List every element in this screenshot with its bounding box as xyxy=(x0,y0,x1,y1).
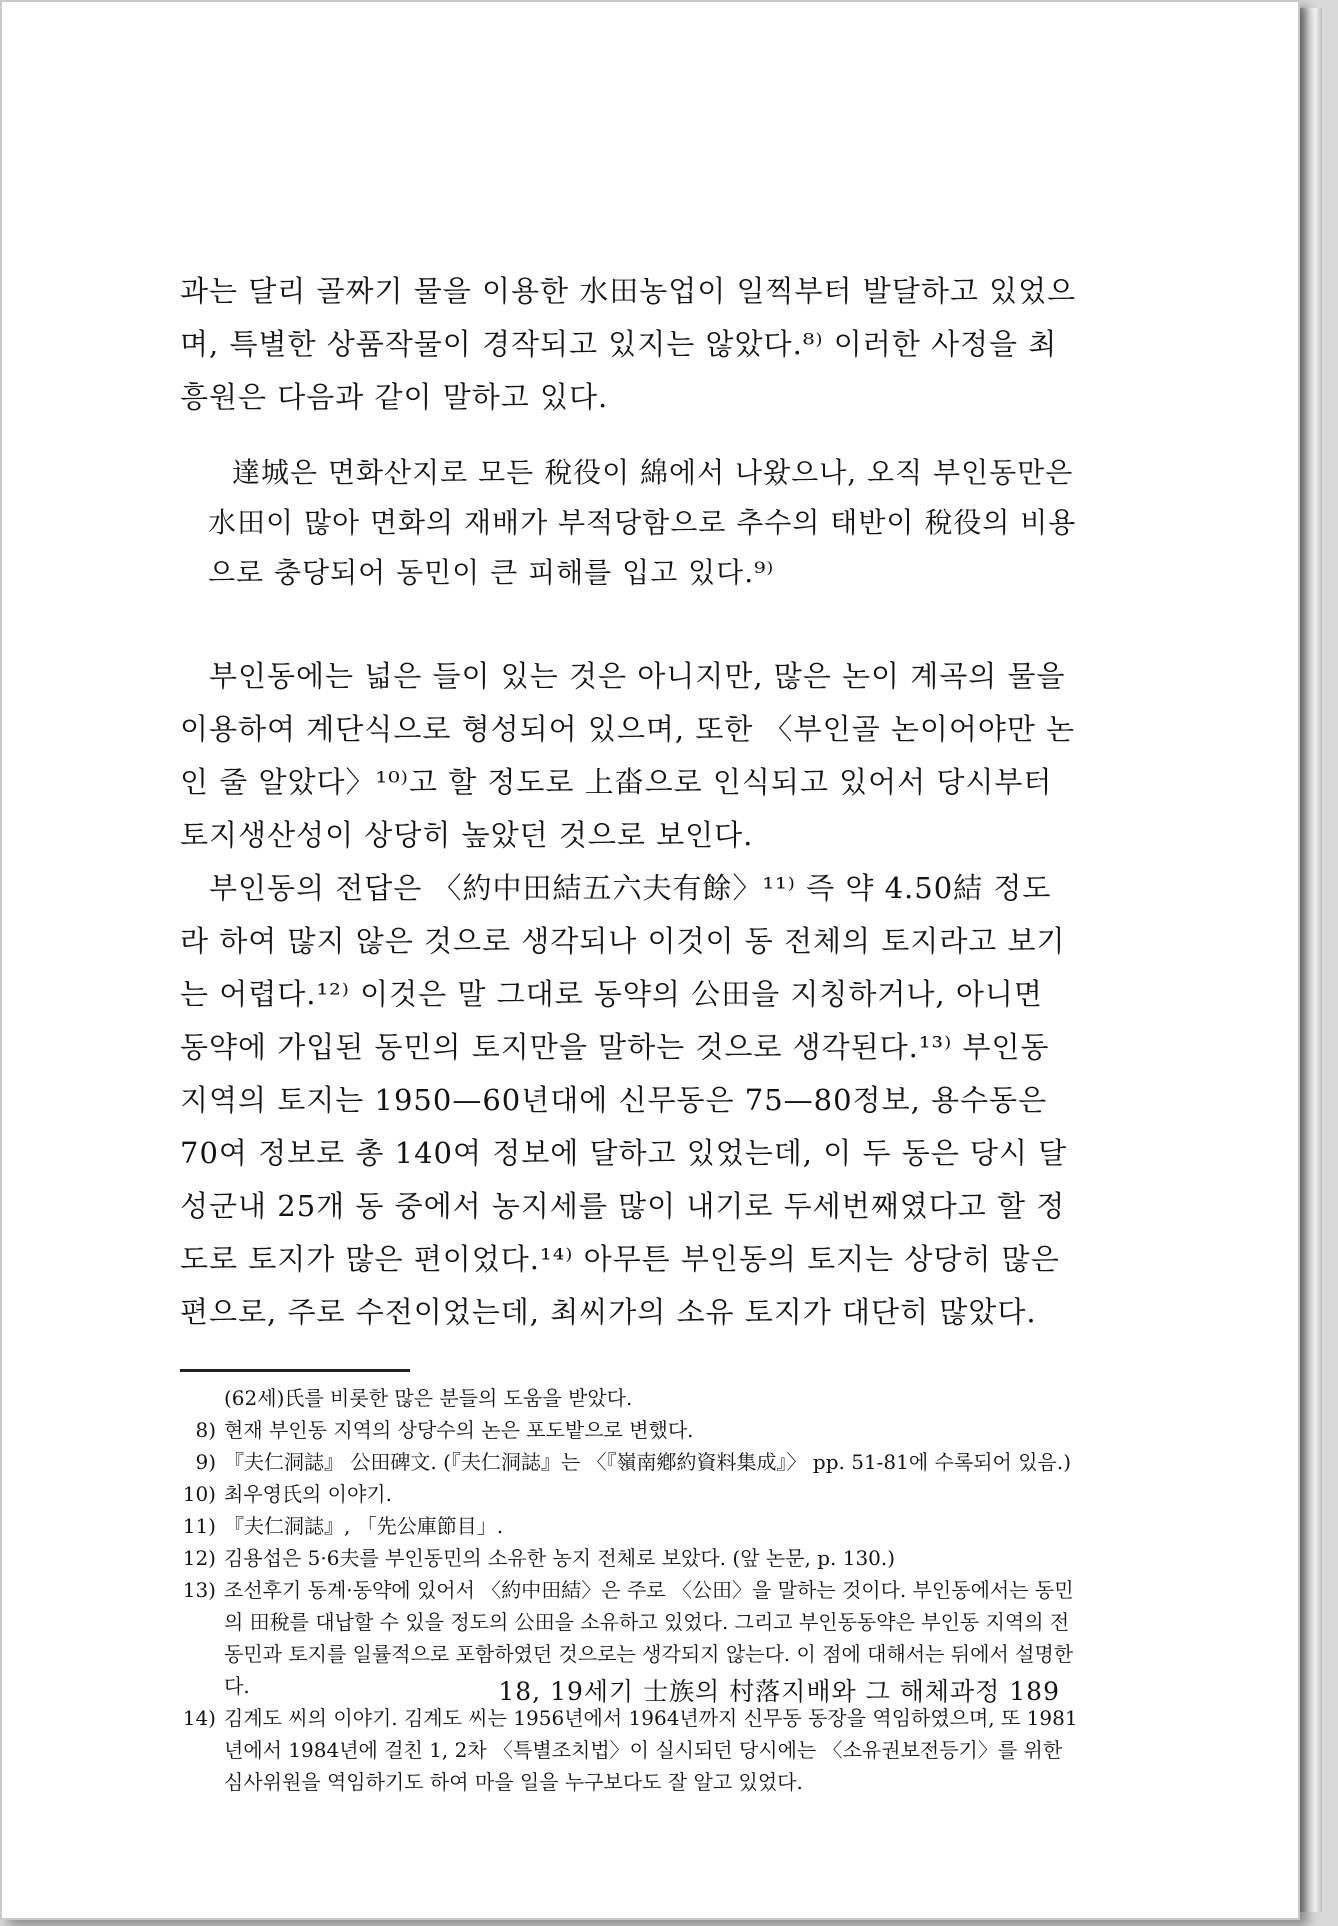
footnote-10: 10) 최우영氏의 이야기. xyxy=(182,1482,392,1506)
footnote-13: 13) 조선후기 동계·동약에 있어서 〈約中田結〉은 주로 〈公田〉을 말하는 것이다. 부인동에서는 동민의 田稅를 대납할 수 있을 정도의 公田을 소유하고 있었다. 그리고 부인동동약은 부인동 지역의 전 동민과 토지를 일률적으로 포함하였던 것으로는 생각되지 않는다. 이 점에 대해서는 뒤에서 설명한다. xyxy=(182,1578,1074,1698)
page-content xyxy=(180,265,1080,1798)
footnote-14: 14) 김계도 씨의 이야기. 김계도 씨는 1956년에서 1964년까지 신무동 동장을 역임하였으며, 또 1981년에서 1984년에 걸친 1, 2차 〈특별조치법〉이 실시되던 당시에는 〈소유권보전등기〉를 위한 심사위원을 역임하기도 하여 마을 일을 누구보다도 잘 알고 있었다. xyxy=(182,1706,1078,1794)
footnote-rule xyxy=(180,1369,410,1372)
footnote-12: 12) 김용섭은 5·6夫를 부인동민의 소유한 농지 전체로 보았다. (앞 논문, p. 130.) xyxy=(182,1546,896,1570)
page-edge xyxy=(1300,8,1322,1912)
paragraph-3: 부인동의 전답은 〈約中田結五六夫有餘〉¹¹⁾ 즉 약 4.50結 정도라 하여 많지 않은 것으로 생각되나 이것이 동 전체의 토지라고 보기는 어렵다.¹²⁾ 이것은 말 그대로 동약의 公田을 지칭하거나, 아니면 동약에 가입된 동민의 토지만을 말하는 것으로 생각된다.¹³⁾ 부인동 지역의 토지는 1950—60년대에 신무동은 75—80정보, 용수동은 70여 정보로 총 140여 정보에 달하고 있었는데, 이 두 동은 당시 달성군내 25개 동 중에서 농지세를 많이 내기로 두세번째였다고 할 정도로 토지가 많은 편이었다.¹⁴⁾ 아무튼 부인동의 토지는 상당히 많은 편으로, 주로 수전이었는데, 최씨가의 소유 토지가 대단히 많았다. xyxy=(180,871,1068,1329)
running-title: 18, 19세기 士族의 村落지배와 그 해체과정 xyxy=(498,1677,1001,1706)
footnote-9: 9) 『夫仁洞誌』 公田碑文. (『夫仁洞誌』는 〈『嶺南鄕約資料集成』〉 pp. 51-81에 수록되어 있음.) xyxy=(195,1450,1072,1474)
paragraph-1: 과는 달리 골짜기 물을 이용한 水田농업이 일찍부터 발달하고 있었으며, 특별한 상품작물이 경작되고 있지는 않았다.⁸⁾ 이러한 사정을 최흥원은 다음과 같이 말하고 있다. xyxy=(180,274,1077,414)
quote-text: 達城은 면화산지로 모든 稅役이 綿에서 나왔으나, 오직 부인동만은 水田이 많아 면화의 재배가 부적당함으로 추수의 태반이 稅役의 비용으로 충당되어 동민이 큰 피해를 입고 있다.⁹⁾ xyxy=(208,456,1077,589)
footnote-continued: (62세)氏를 비롯한 많은 분들의 도움을 받았다. xyxy=(224,1386,633,1410)
block-quote xyxy=(208,448,1080,598)
footnote-11: 11) 『夫仁洞誌』, 「先公庫節目」. xyxy=(182,1514,504,1538)
page-number: 189 xyxy=(1009,1677,1060,1706)
footnote-list xyxy=(180,1382,1080,1798)
footnote-8: 8) 현재 부인동 지역의 상당수의 논은 포도밭으로 변했다. xyxy=(195,1418,694,1442)
paragraph-2: 부인동에는 넓은 들이 있는 것은 아니지만, 많은 논이 계곡의 물을 이용하여 계단식으로 형성되어 있으며, 또한 〈부인골 논이어야만 논인 줄 알았다〉¹⁰⁾고 할 정도로 上畓으로 인식되고 있어서 당시부터 토지생산성이 상당히 높았던 것으로 보인다. xyxy=(180,659,1076,852)
page-footer xyxy=(180,1672,1060,1708)
